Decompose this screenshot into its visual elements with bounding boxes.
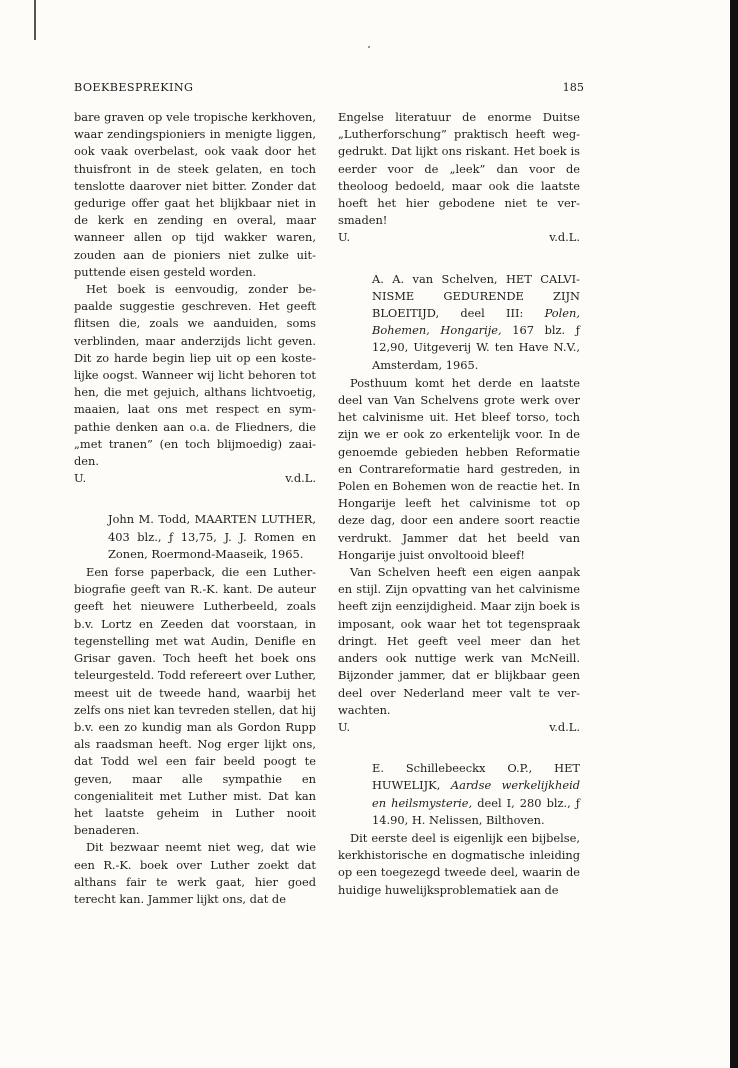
section-title: BOEKBESPREKING — [74, 81, 194, 94]
page-edge-shadow — [34, 0, 36, 40]
scan-border — [730, 0, 738, 1068]
signature-reviewer: v.d.L. — [549, 719, 580, 734]
paragraph: Van Schelven heeft een eigen aanpak en stijl. Zijn opvatting van het calvinisme heeft zijn eenzijdigheid. Maar zijn boek is imposant, ook waar het tot tegenspraak dringt. Het geeft veel meer dan het anders ook nuttige werk van McNeill. Bijzonder jammer, dat er blijkbaar geen deel over Nederland meer valt te verwachten. — [338, 565, 580, 717]
left-column — [74, 109, 316, 908]
signature-initial: U. — [338, 230, 351, 245]
paragraph: Posthuum komt het derde en laatste deel van Van Schelvens grote werk over het calvinisme uit. Het bleef torso, toch zijn we er ook zo erkentelijk voor. In de genoemde gebieden hebben Reformatie en Contrareformatie hard gestreden, in Polen en Bohemen won de reactie het. In Hongarije leeft het calvinisme tot op deze dag, door een andere soort reactie verdrukt. Jammer dat het beeld van Hongarije juist onvoltooid bleef! — [338, 375, 580, 562]
review-signature — [338, 719, 580, 736]
signature-initial: U. — [74, 471, 87, 486]
review-signature — [338, 229, 580, 246]
book-entry-todd — [108, 511, 316, 563]
signature-reviewer: v.d.L. — [285, 471, 316, 486]
paragraph-continued: Engelse literatuur de enorme Duitse „Lutherforschung” praktisch heeft weggedrukt. Dat lijkt ons riskant. Het boek is eerder voor de „leek” dan voor de theoloog bedoeld, maar ook die laatste hoeft het hier gebodene niet te versmaden! — [338, 110, 580, 228]
book-author: John M. Todd, — [108, 512, 191, 527]
book-title: HET HUWELIJK, — [372, 761, 581, 793]
book-details: deel I, 280 blz., ƒ 14.90, H. Nelissen, Bilthoven. — [372, 795, 580, 827]
book-subtitle: Aardse werkelijkheid en heilsmysterie, — [372, 778, 580, 810]
running-head — [74, 81, 584, 97]
book-volume: deel III: — [460, 306, 524, 321]
book-title: MAARTEN LUTHER, — [194, 512, 316, 527]
review-signature — [74, 470, 316, 487]
paragraph-continued: bare graven op vele tropische kerkhoven, waar zendingspioniers in menigte liggen, ook vaak overbelast, ook vaak door het thuisfront in de steek gelaten, en toch tenslotte daarover niet bitter. Zonder dat gedurige offer gaat het blijkbaar niet in de kerk en zending en overal, maar wanneer allen op tijd wakker waren, zouden aan de pioniers niet zulke uitputtende eisen gesteld worden. — [74, 110, 316, 279]
book-details: 167 blz. ƒ 12,90, Uitgeverij W. ten Have N.V., Amsterdam, 1965. — [372, 323, 580, 372]
page-number: 185 — [562, 81, 584, 94]
signature-initial: U. — [338, 719, 351, 734]
right-column — [338, 109, 580, 899]
signature-reviewer: v.d.L. — [549, 230, 580, 245]
paragraph: Een forse paperback, die een Lutherbiografie geeft van R.-K. kant. De auteur geeft het nieuwere Lutherbeeld, zoals b.v. Lortz en Zeeden dat voorstaan, in tegenstelling met wat Audin, Denifle en Grisar gaven. Toch heeft het boek ons teleurgesteld. Todd refereert over Luther, meest uit de tweede hand, waarbij het zelfs ons niet kan tevreden stellen, dat hij b.v. een zo kundig man als Gordon Rupp als raadsman heeft. Nog erger lijkt ons, dat Todd wel een fair beeld poogt te geven, maar alle sympathie en congenialiteit met Luther mist. Dat kan het laatste geheim in Luther nooit benaderen. — [74, 565, 316, 838]
scan-speck — [368, 46, 370, 48]
book-entry-schillebeeckx — [372, 760, 580, 829]
book-subtitle: Polen, Bohemen, Hongarije, — [372, 306, 581, 338]
paragraph: Dit eerste deel is eigenlijk een bijbelse, kerkhistorische en dogmatische inleiding op een toegezegd tweede deel, waarin de huidige huwelijksproblematiek aan de — [338, 830, 580, 897]
book-author: A. A. van Schelven, — [372, 271, 498, 286]
paragraph: Het boek is eenvoudig, zonder bepaalde suggestie geschreven. Het geeft flitsen die, zoals we aanduiden, soms verblinden, maar anderzijds licht geven. Dit zo harde begin liep uit op een kostelijke oogst. Wanneer wij licht behoren tot hen, die met gejuich, althans lichtvoetig, maaien, laat ons met respect en sympathie denken aan o.a. de Fliedners, die „met tranen” (en toch blijmoedig) zaaiden. — [74, 282, 316, 469]
paragraph: Dit bezwaar neemt niet weg, dat wie een R.-K. boek over Luther zoekt dat althans fair te werk gaat, hier goed terecht kan. Jammer lijkt ons, dat de — [74, 840, 316, 906]
book-title: HET CALVINISME GEDURENDE ZIJN BLOEITIJD, — [372, 271, 580, 321]
book-author: E. Schillebeeckx O.P., — [372, 761, 533, 776]
book-details: 403 blz., ƒ 13,75, J. J. Romen en Zonen, Roermond-Maaseik, 1965. — [108, 529, 316, 561]
book-entry-van-schelven — [372, 271, 580, 374]
